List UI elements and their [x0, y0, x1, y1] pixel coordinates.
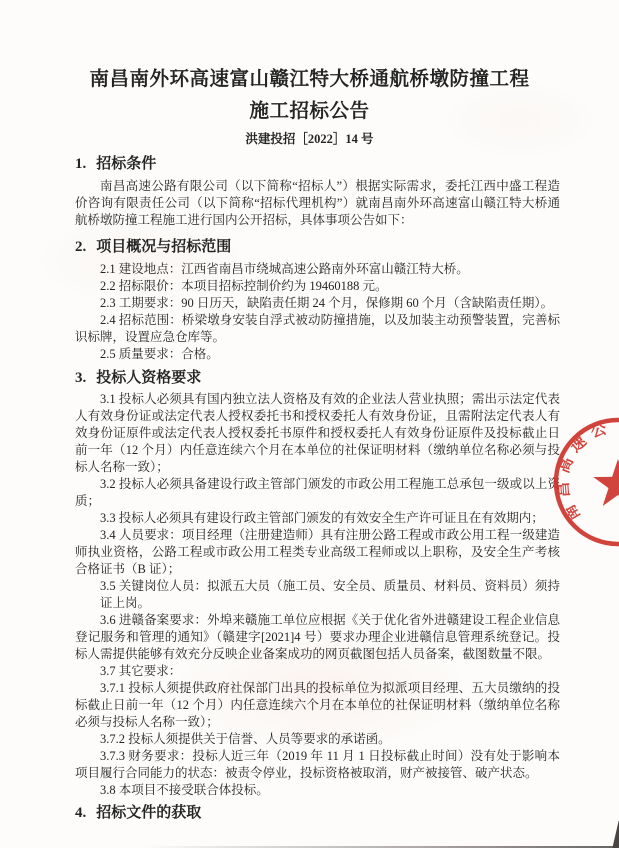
item-3-7: 3.7 其它要求： [100, 664, 182, 678]
section-3-heading [75, 368, 560, 389]
document-header [0, 0, 619, 149]
section-3-number: 3. [75, 370, 87, 386]
item-3-4: 3.4 人员要求：项目经理（注册建造师）具有注册公路工程或市政公用工程一级建造师执业资格，公路工程或市政公用工程类专业高级工程师或以上职称，及安全生产考核合格证书（B 证）； [75, 528, 560, 576]
item-2-5: 2.5 质量要求：合格。 [100, 347, 219, 361]
section-3-items [75, 391, 560, 799]
company-seal-stamp [538, 402, 619, 562]
document-body [0, 154, 619, 824]
item-2-2: 2.2 招标限价：本项目招标控制价约为 19460188 元。 [100, 279, 388, 293]
section-2-title: 项目概况与招标范围 [96, 239, 232, 255]
document-title-line2: 施工招标公告 [249, 101, 370, 122]
section-3-title: 投标人资格要求 [96, 370, 202, 386]
scan-corner-artifact [611, 821, 619, 848]
section-2-heading [75, 237, 560, 258]
seal-arc-text: 南昌高速公 [554, 418, 616, 524]
section-4-title: 招标文件的获取 [96, 805, 202, 821]
seal-star-icon [593, 459, 619, 506]
item-3-6: 3.6 进赣备案要求：外埠来赣施工单位应根据《关于优化省外进赣建设工程企业信息登记服务和管理的通知》（赣建字[2021]4 号）要求办理企业进赣信息管理系统登记。投标人需提供能够有效充分反映企业备案成功的网页截图包括人员备案，截图数量不限。 [75, 613, 560, 661]
item-3-7-3: 3.7.3 财务要求：投标人近三年（2019 年 11 月 1 日投标截止时间）没有处于影响本项目履行合同能力的状态：被责令停业，投标资格被取消，财产被接管、破产状态。 [75, 749, 560, 780]
item-2-4: 2.4 招标范围：桥梁墩身安装自浮式被动防撞措施，以及加装主动预警装置，完善标识标牌，设置应急仓库等。 [75, 313, 560, 344]
section-2-number: 2. [75, 239, 87, 255]
section-4-number: 4. [75, 805, 87, 821]
item-2-1: 2.1 建设地点：江西省南昌市绕城高速公路南外环富山赣江特大桥。 [100, 262, 469, 276]
section-1-paragraph: 南昌高速公路有限公司（以下简称“招标人”）根据实际需求，委托江西中盛工程造价咨询有限责任公司（以下简称“招标代理机构”）就南昌南外环高速富山赣江特大桥通航桥墩防撞工程施工进行国内公开招标，具体事项公告如下： [75, 179, 560, 227]
section-1-heading [75, 154, 560, 175]
section-1-number: 1. [75, 156, 87, 172]
item-3-7-2: 3.7.2 投标人须提供关于信誉、人员等要求的承诺函。 [100, 732, 391, 746]
document-title-line1: 南昌南外环高速富山赣江特大桥通航桥墩防撞工程 [89, 69, 530, 90]
section-2-items [75, 261, 560, 363]
section-4-heading [75, 803, 560, 824]
item-3-3: 3.3 投标人必须具有建设行政主管部门颁发的有效安全生产许可证且在有效期内； [100, 511, 544, 525]
item-3-2: 3.2 投标人必须具备建设行政主管部门颁发的市政公用工程施工总承包一级或以上资质； [75, 477, 560, 508]
item-3-1: 3.1 投标人必须具有国内独立法人资格及有效的企业法人营业执照；需出示法定代表人有效身份证或法定代表人授权委托书和授权委托人有效身份证，且需附法定代表人有效身份证原件或法定代表人授权委托书原件和授权委托人有效身份证原件及投标截止日前一年（12 个月）内任意连续六个月在本单位的社保证明材料（缴纳单位名称必须与投标人名称一致）； [75, 392, 560, 474]
document-number: 洪建投招［2022］14 号 [245, 132, 374, 146]
item-3-8: 3.8 本项目不接受联合体投标。 [100, 783, 269, 797]
item-3-5: 3.5 关键岗位人员：拟派五大员（施工员、安全员、质量员、材料员、资料员）须持证上岗。 [100, 579, 560, 610]
section-1-title: 招标条件 [96, 156, 157, 172]
item-3-7-1: 3.7.1 投标人须提供政府社保部门出具的投标单位为拟派项目经理、五大员缴纳的投标截止日前一年（12 个月）内任意连续六个月在本单位的社保证明材料（缴纳单位名称必须与投标人名称一致）； [75, 681, 560, 729]
item-2-3: 2.3 工期要求：90 日历天，缺陷责任期 24 个月，保修期 60 个月（含缺陷责任期）。 [100, 296, 554, 310]
